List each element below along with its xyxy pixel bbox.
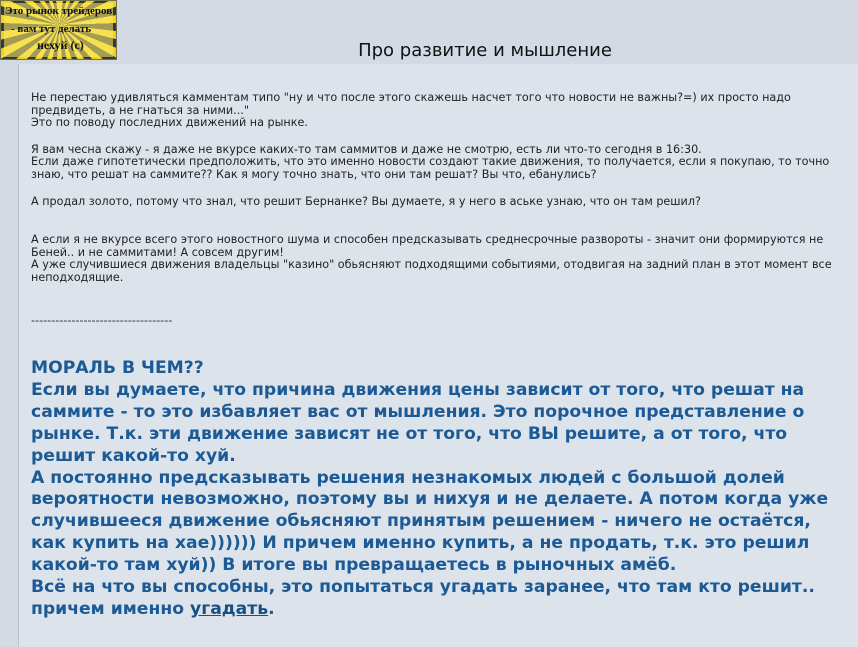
logo-text-line3: нехуй (с) (37, 38, 84, 52)
moral-section (31, 358, 843, 621)
logo-text-line1: Это рынок трейдеров (5, 5, 113, 17)
moral-heading: МОРАЛЬ В ЧЕМ?? (31, 358, 204, 378)
separator-line: ----------------------------------- (31, 313, 173, 327)
moral-paragraph-last (31, 577, 843, 621)
paragraph: Не перестаю удивляться камментам типо "ну и что после этого скажешь насчет того что новости не важны?=) их просто надо предвидеть, а не гнаться за ними..." (31, 91, 791, 117)
moral-paragraph: А постоянно предсказывать решения незнакомых людей с большой долей вероятности невозможно, поэтому вы и нихуя и не делаете. А потом когда уже случившееся движение обьясняют принятым решением - ничего не остаётся, как купить на хае)))))) И причем именно купить, а не продать, т.к. это решил какой-то там хуй)) В итоге вы превращаетесь в рыночных амёб. (31, 467, 829, 576)
logo-text-line2: - вам тут делать (11, 23, 92, 35)
underlined-word: угадать (190, 598, 269, 619)
post-body (31, 92, 841, 327)
paragraph: А уже случившиеся движения владельцы "казино" обьясняют подходящими событиями, отодвигая на задний план в этот момент все неподходящие. (31, 258, 832, 284)
paragraph: Если даже гипотетически предположить, что это именно новости создают такие движения, то получается, если я покупаю, то точно знаю, что решат на саммите?? Как я могу точно знать, что они там решат? Вы что, ебанулись? (31, 155, 830, 181)
logo-banner[interactable] (0, 0, 117, 60)
paragraph: Я вам чесна скажу - я даже не вкурсе каких-то там саммитов и даже не смотрю, есть ли что-то сегодня в 16:30. (31, 142, 702, 156)
post-title: Про развитие и мышление (358, 40, 612, 61)
paragraph: Это по поводу последних движений на рынке. (31, 116, 308, 130)
paragraph: А если я не вкурсе всего этого новостного шума и способен предсказывать среднесрочные развороты - значит они формируются не Беней.. и не саммитами! А совсем другим! (31, 233, 824, 259)
moral-text: Всё на что вы способны, это попытаться угадать заранее, что там кто решит.. причем именно (31, 577, 815, 619)
moral-text-end: . (268, 598, 275, 619)
moral-paragraph: Если вы думаете, что причина движения цены зависит от того, что решат на саммите - то это избавляет вас от мышления. Это порочное представление о рынке. Т.к. эти движение зависят не от того, что ВЫ решите, а от того, что решит какой-то хуй. (31, 379, 805, 466)
paragraph: А продал золото, потому что знал, что решит Бернанке? Вы думаете, я у него в аське узнаю, что он там решил? (31, 194, 701, 208)
